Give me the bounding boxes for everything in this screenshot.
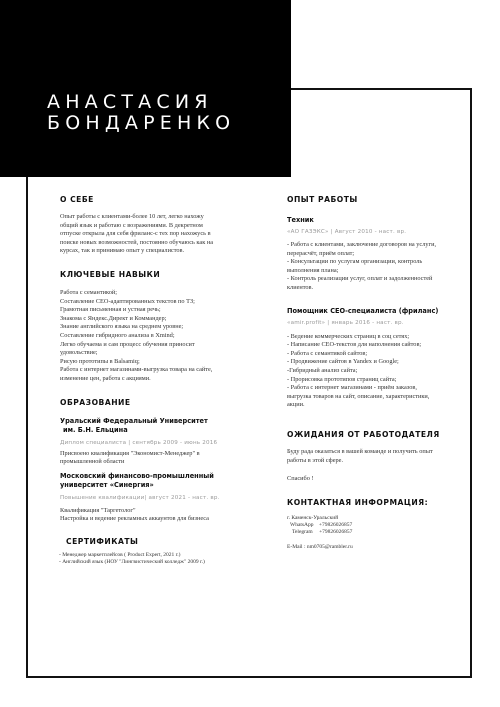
certificate-line: - Менеджер маркетплейсов ( Product Expert, 2021 г.) [59,551,181,558]
thanks-text: Спасибо ! [287,475,314,483]
skills-list [60,289,255,384]
full-name [47,92,235,134]
telegram-number[interactable]: +79826026857 [319,529,353,536]
education-desc-line: Настройка и ведение рекламных аккаунтов для бизнеса [60,515,209,523]
expectations-heading: ОЖИДАНИЯ ОТ РАБОТОДАТЕЛЯ [287,429,440,439]
contact-city: г. Каменск-Уральский [287,514,339,521]
certificate-line: - Английский язык (НОУ "Лингвистический колледж" 2009 г.) [59,559,205,566]
education-title: Уральский Федеральный Университет [60,416,208,425]
duty-line: перерасчёт, приём оплат; [287,249,355,257]
skill-line: Рисую прототипы в Balsamiq; [60,357,140,365]
first-name: АНАСТАСИЯ [47,91,213,113]
about-line: общий язык и работаю с возражениями. В декретном [60,221,203,229]
education-title: Московский финансово-промышленный [60,471,214,480]
duty-line: - Прорисовка прототипов страниц сайта; [287,375,397,383]
education-desc-line: Квалификация "Таргетолог" [60,506,136,514]
education-desc-line: промышленной области [60,458,125,466]
education-desc [60,450,255,467]
education-meta: Диплом специалиста | сентябрь 2009 - июнь 2016 [60,439,218,446]
education-title: им. Б.Н. Ельцина [63,425,128,434]
job-title: Помощник СЕО-специалиста (фриланс) [287,306,439,315]
education-desc [60,507,255,524]
about-line: Опыт работы с клиентами-более 10 лет, легко нахожу [60,213,204,220]
duty-line: - Работа с семантикой сайтов; [287,349,368,357]
skill-line: Составление СЕО-адаптированных текстов по ТЗ; [60,297,195,305]
job-meta: «amir.profit» | январь 2016 - наст. вр. [287,319,404,326]
about-line: отпуске открыла для себя фриланс-с тех пор нахожусь в [60,230,211,238]
skill-line: изменение цен, работа с акциями. [60,374,151,382]
skill-line: Составление гибридного анализа в Xmind; [60,331,175,339]
job-item [287,216,477,293]
duty-line: - Консультации по услугам организации, контроль [287,258,423,266]
education-item [60,417,255,467]
duty-line: акции. [287,401,305,409]
right-column [287,195,477,552]
education-title: университет «Синергия» [60,480,154,489]
job-duties [287,333,477,410]
about-text [60,213,255,256]
education-meta: Повышение квалификации| август 2021 - наст. вр. [60,494,220,501]
whatsapp-number[interactable]: +79826026857 [318,521,353,528]
duty-line: -Гибридный анализ сайта; [287,366,358,374]
education-desc-line: Присвоено квалификация "Экономист-Менеджер" в [60,449,200,457]
duty-line: - Написание СЕО-текстов для наполнения сайтов; [287,341,422,349]
contact-email[interactable]: E-Mail : nm0705@rambler.ru [287,544,353,551]
contact-telegram [287,529,477,536]
duty-line: выгрузка товаров на сайт, описание, характеристики, [287,392,430,400]
expectations-line: Буду рада оказаться в вашей команде и получить опыт [287,447,433,455]
expectations-line: работы в этой сфере. [287,456,344,464]
whatsapp-label: WhatsApp [290,521,314,528]
contacts-heading: КОНТАКТНАЯ ИНФОРМАЦИЯ: [287,497,429,507]
job-item [287,307,477,410]
skill-line: Знакома с Яндекс.Директ и Коммандер; [60,314,167,322]
skills-heading: КЛЮЧЕВЫЕ НАВЫКИ [60,269,161,279]
skill-line: Работа с интернет магазинами-выгрузка товара на сайте, [60,366,213,374]
telegram-label: Telegram [292,529,313,536]
job-duties [287,241,477,293]
duty-line: - Ведение коммерческих страниц в соц сетях; [287,332,410,340]
job-title: Техник [287,216,314,224]
certificates-list [59,552,255,566]
skill-line: Грамотная письменная и устная речь; [60,306,161,314]
experience-heading: ОПЫТ РАБОТЫ [287,195,358,204]
expectations-text [287,448,477,484]
certificates-heading: СЕРТИФИКАТЫ [66,536,139,546]
skill-line: Знание английского языка на среднем уровне; [60,323,184,331]
duty-line: - Работа с интернет магазинами - приём заказов, [287,384,417,392]
about-line: поиске новых возможностей, постоянно обучаюсь как на [60,238,213,246]
job-meta: «АО ГАЗЭКС» | Август 2010 - наст. вр. [287,229,407,235]
skill-line: удовольствие; [60,349,98,357]
education-heading: ОБРАЗОВАНИЕ [60,397,131,407]
duty-line: - Контроль реализации услуг, оплат и задолженностей [287,275,433,283]
left-column [60,195,255,566]
duty-line: - Работа с клиентами, заключение договоров на услуги, [287,241,437,248]
skill-line: Работа с семантикой; [60,288,118,296]
duty-line: выполнения плана; [287,266,339,274]
skill-line: Легко обучаема и сам процесс обучения приносит [60,340,195,348]
name-banner [0,0,291,177]
about-heading: О СЕБЕ [60,195,94,204]
about-line: курсах, так и принимаю опыт у специалистов. [60,247,185,255]
education-item [60,472,255,524]
last-name: БОНДАРЕНКО [47,112,236,134]
contacts-block [287,515,477,552]
contact-whatsapp [287,522,477,529]
duty-line: - Продвижение сайтов в Yandex и Google; [287,358,399,366]
duty-line: клиентов. [287,283,314,291]
